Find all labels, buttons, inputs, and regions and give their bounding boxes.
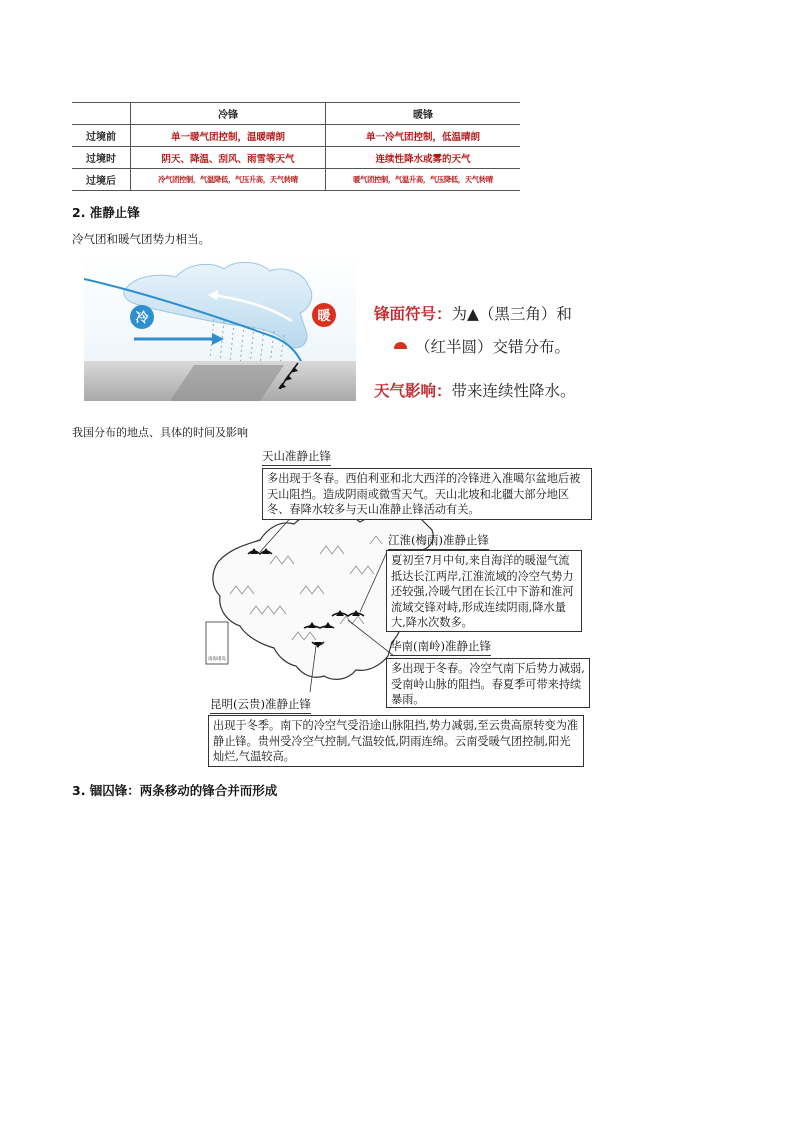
table-row: [72, 147, 520, 169]
front-comparison-table: [72, 102, 520, 191]
section-2-intro: 冷气团和暖气团势力相当。: [72, 232, 210, 246]
jianghuai-title: 江淮(梅雨)准静止锋: [388, 532, 489, 550]
table-header-warm: 暖锋: [326, 103, 521, 125]
huanan-title: 华南(南岭)准静止锋: [390, 638, 491, 656]
cold-cell: 冷气团控制，气温降低，气压升高，天气转晴: [131, 169, 326, 191]
section-2-heading: 2. 准静止锋: [72, 205, 140, 220]
table-row: [72, 169, 520, 191]
tianshan-description: 多出现于冬春。西伯利亚和北大西洋的冷锋进入准噶尔盆地后被天山阻挡。造成阴雨或微雪天气。天山北坡和北疆大部分地区冬、春降水较多与天山准静止锋活动有关。: [262, 468, 592, 520]
cold-cell: 阴天、降温、刮风、雨雪等天气: [131, 147, 326, 169]
front-symbol-line1: [374, 302, 572, 324]
table-header-corner: [72, 103, 131, 125]
warm-cell: 单一冷气团控制，低温晴朗: [326, 125, 521, 147]
front-symbol-text2: （红半圆）交错分布。: [415, 338, 571, 356]
weather-impact-line: [374, 379, 576, 401]
weather-impact-text: 带来连续性降水。: [451, 382, 576, 400]
front-symbol-line2: [394, 335, 570, 357]
row-label: 过境后: [72, 169, 131, 191]
map-intro-text: 我国分布的地点、具体的时间及影响: [72, 426, 248, 439]
china-stationary-fronts-map: [200, 444, 600, 774]
kunming-title: 昆明(云贵)准静止锋: [210, 696, 311, 714]
jianghuai-description: 夏初至7月中旬,来自海洋的暖湿气流抵达长江两岸,江淮流域的冷空气势力还较强,冷暖气团在长江中下游和淮河流域交锋对峙,形成连续阴雨,降水量大,降水次数多。: [386, 550, 582, 632]
red-half-circle-icon: [394, 342, 407, 349]
tianshan-title: 天山准静止锋: [262, 448, 331, 466]
warm-label: 暖: [317, 309, 331, 324]
weather-impact-label: 天气影响：: [374, 382, 452, 400]
cold-label: 冷: [135, 311, 149, 326]
table-row: [72, 125, 520, 147]
table-header-row: [72, 103, 520, 125]
stationary-front-illustration: [84, 255, 356, 401]
cold-cell: 单一暖气团控制，温暖晴朗: [131, 125, 326, 147]
inset-label: 南海诸岛: [208, 657, 226, 662]
warm-cell: 连续性降水或雾的天气: [326, 147, 521, 169]
huanan-description: 多出现于冬春。冷空气南下后势力减弱,受南岭山脉的阻挡。春夏季可带来持续暴雨。: [386, 658, 590, 708]
front-symbol-text1: 为▲（黑三角）和: [451, 305, 572, 323]
row-label: 过境时: [72, 147, 131, 169]
warm-cell: 暖气团控制，气温升高，气压降低，天气转晴: [326, 169, 521, 191]
kunming-description: 出现于冬季。南下的冷空气受沿途山脉阻挡,势力减弱,至云贵高原转变为准静止锋。贵州受冷空气控制,气温较低,阴雨连绵。云南受暖气团控制,阳光灿烂,气温较高。: [208, 715, 584, 767]
front-symbol-label: 锋面符号：: [374, 305, 452, 323]
table-header-cold: 冷锋: [131, 103, 326, 125]
row-label: 过境前: [72, 125, 131, 147]
section-3-heading: 3. 锢囚锋：两条移动的锋合并而形成: [72, 783, 278, 798]
